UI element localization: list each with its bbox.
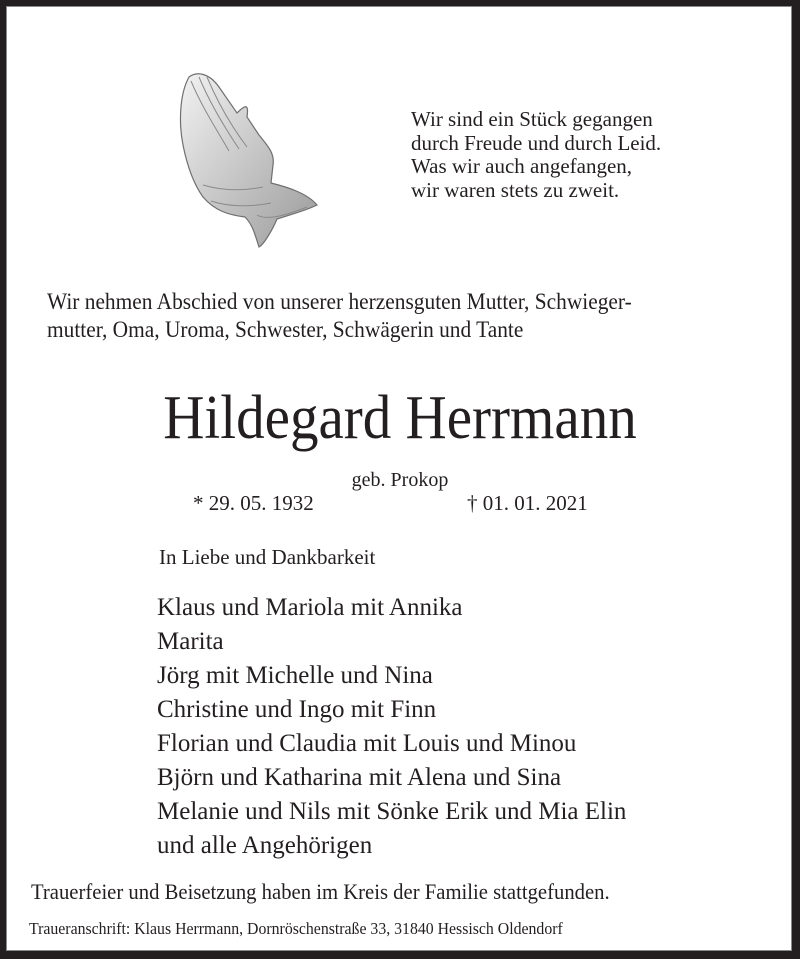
obituary-card xyxy=(6,6,792,951)
birth-date: * 29. 05. 1932 xyxy=(193,491,314,515)
mourners-list xyxy=(157,591,626,863)
mourner: Florian und Claudia mit Louis und Minou xyxy=(157,730,577,757)
intro-line: Wir nehmen Abschied von unserer herzensguten Mutter, Schwieger- xyxy=(47,289,632,314)
mourner: Björn und Katharina mit Alena und Sina xyxy=(157,764,562,791)
mourner: Melanie und Nils mit Sönke Erik und Mia Elin xyxy=(157,798,627,825)
poem-line: Was wir auch angefangen, xyxy=(411,154,633,178)
poem-line: Wir sind ein Stück gegangen xyxy=(411,107,653,131)
maiden-name: geb. Prokop xyxy=(351,469,449,491)
mourning-address: Traueranschrift: Klaus Herrmann, Dornröschenstraße 33, 31840 Hessisch Oldendorf xyxy=(29,919,563,938)
mourner: Christine und Ingo mit Finn xyxy=(157,696,437,723)
intro-text xyxy=(47,288,632,344)
praying-hands-icon xyxy=(167,65,327,250)
deceased-name: Hildegard Herrmann xyxy=(163,384,637,452)
mourner: Jörg mit Michelle und Nina xyxy=(157,662,433,689)
poem xyxy=(411,108,661,202)
mourner: und alle Angehörigen xyxy=(157,832,373,859)
mourner: Klaus und Mariola mit Annika xyxy=(157,594,463,621)
death-date: † 01. 01. 2021 xyxy=(467,491,588,515)
poem-line: wir waren stets zu zweit. xyxy=(411,177,620,202)
intro-line: mutter, Oma, Uroma, Schwester, Schwägerin und Tante xyxy=(47,317,524,342)
poem-line: durch Freude und durch Leid. xyxy=(411,130,662,155)
mourner: Marita xyxy=(157,628,224,655)
ceremony-note: Trauerfeier und Beisetzung haben im Kreis der Familie stattgefunden. xyxy=(31,879,610,904)
dedication: In Liebe und Dankbarkeit xyxy=(159,545,376,569)
